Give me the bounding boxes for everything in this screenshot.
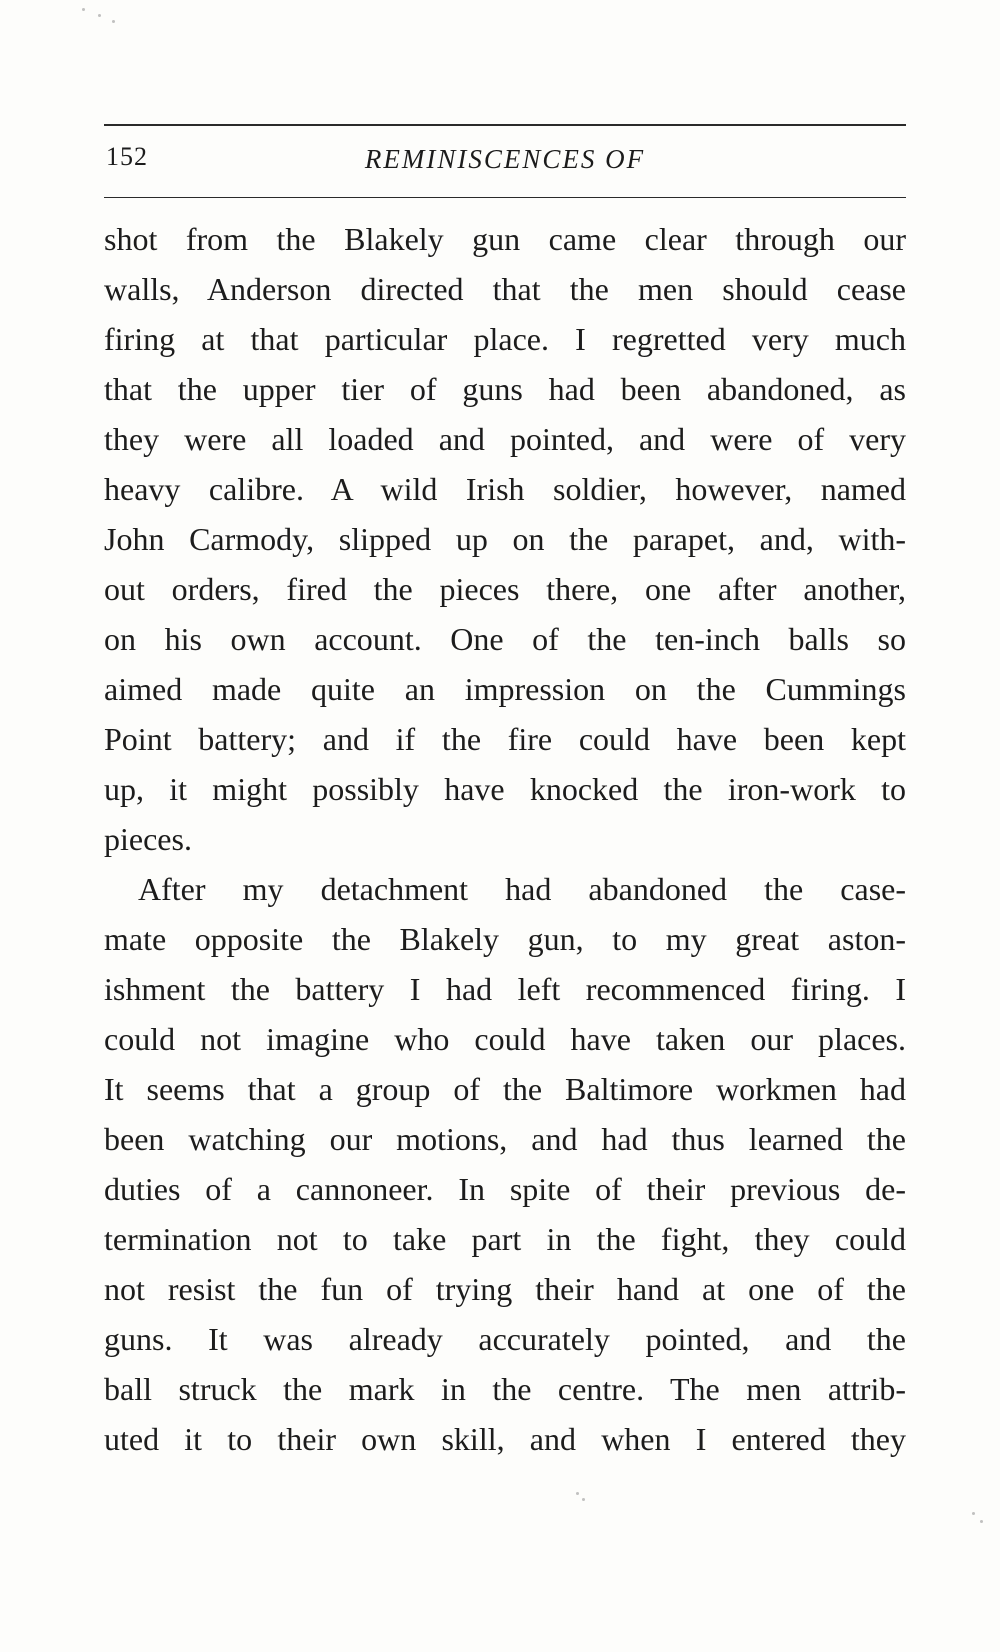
text-line: heavy calibre. A wild Irish soldier, however, named: [104, 471, 906, 507]
page-number: 152: [106, 142, 148, 171]
text-line: duties of a cannoneer. In spite of their previous de-: [104, 1171, 906, 1207]
text-line: ishment the battery I had left recommenced firing. I: [104, 971, 906, 1007]
paper-speck: [98, 14, 101, 17]
text-line: ball struck the mark in the centre. The men attrib-: [104, 1371, 906, 1407]
text-line: pieces.: [104, 821, 192, 857]
page-header: [104, 140, 906, 184]
text-line: uted it to their own skill, and when I entered they: [104, 1421, 906, 1457]
paper-speck: [576, 1492, 579, 1495]
text-line: could not imagine who could have taken our places.: [104, 1021, 906, 1057]
text-line: out orders, fired the pieces there, one after another,: [104, 571, 906, 607]
paper-speck: [980, 1520, 983, 1523]
text-line: that the upper tier of guns had been abandoned, as: [104, 371, 906, 407]
text-line: on his own account. One of the ten-inch balls so: [104, 621, 906, 657]
paper-speck: [582, 1498, 585, 1501]
text-line: guns. It was already accurately pointed, and the: [104, 1321, 906, 1357]
text-line: walls, Anderson directed that the men should cease: [104, 271, 906, 307]
text-line: not resist the fun of trying their hand at one of the: [104, 1271, 906, 1307]
paragraph: [104, 864, 906, 1464]
text-line: aimed made quite an impression on the Cummings: [104, 671, 906, 707]
text-line: It seems that a group of the Baltimore workmen had: [104, 1071, 906, 1107]
text-line: they were all loaded and pointed, and were of very: [104, 421, 906, 457]
text-line: termination not to take part in the fight, they could: [104, 1221, 906, 1257]
paper-speck: [112, 20, 115, 23]
text-line: been watching our motions, and had thus learned the: [104, 1121, 906, 1157]
text-line: After my detachment had abandoned the case-: [138, 871, 906, 907]
paragraph-continued: [104, 214, 906, 864]
paper-speck: [82, 8, 85, 11]
text-line: up, it might possibly have knocked the iron-work to: [104, 771, 906, 807]
header-bottom-rule: [104, 197, 906, 198]
text-line: shot from the Blakely gun came clear through our: [104, 221, 906, 257]
paper-speck: [972, 1512, 975, 1515]
text-line: John Carmody, slipped up on the parapet, and, with-: [104, 521, 906, 557]
body-text: [104, 214, 906, 1464]
text-line: firing at that particular place. I regretted very much: [104, 321, 906, 357]
running-title: REMINISCENCES OF: [364, 144, 646, 174]
header-top-rule: [104, 124, 906, 126]
text-line: mate opposite the Blakely gun, to my great aston-: [104, 921, 906, 957]
text-line: Point battery; and if the fire could have been kept: [104, 721, 906, 757]
